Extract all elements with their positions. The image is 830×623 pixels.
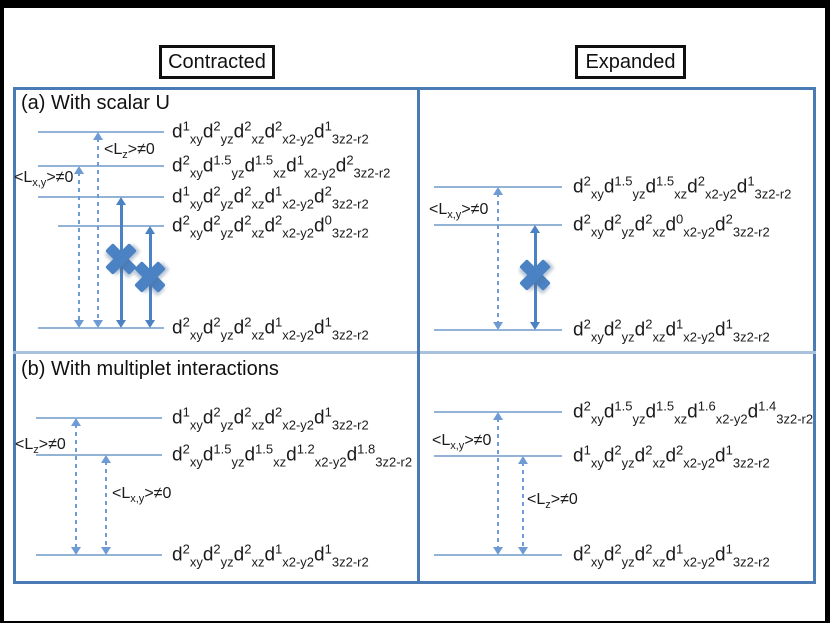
operator-subscript: z [33, 444, 39, 456]
electron-count-superscript: 2 [645, 211, 653, 227]
orbital-name-subscript: x2-y2 [282, 225, 315, 241]
orbital-name-subscript: xy [189, 225, 203, 241]
orbital-name-subscript: yz [621, 455, 635, 471]
energy-level-line [36, 417, 162, 419]
electron-count-superscript: 1.5 [614, 398, 633, 414]
electron-count-superscript: 2 [645, 541, 653, 557]
arrow-shaft [97, 138, 99, 322]
orbital-configuration-label: $d^2_{xy}d^{1.5}_{yz}d^{1.5}_{xz}d^1_{x2-y2}d^2_{3z2-r2}$ [172, 152, 391, 181]
electron-count-superscript: 2 [645, 442, 653, 458]
electron-count-superscript: 2 [213, 183, 221, 199]
orbital-name-subscript: yz [621, 554, 635, 570]
angular-momentum-label: $<L_{x,y}>\ne 0$ [432, 432, 492, 452]
orbital-configuration-label: $d^1_{xy}d^2_{yz}d^2_{xz}d^2_{x2-y2}d^1_{3z2-r2}$ [172, 118, 369, 147]
orbital-configuration-label: $d^2_{xy}d^{1.5}_{yz}d^{1.5}_{xz}d^{1.2}_{x2-y2}d^{1.8}_{3z2-r2}$ [172, 441, 413, 470]
electron-count-superscript: 1.8 [357, 441, 376, 457]
arrowhead-down-icon [71, 547, 81, 555]
electron-count-superscript: 2 [182, 314, 190, 330]
orbital-name-subscript: x2-y2 [282, 196, 315, 212]
angular-momentum-label: $<L_z>\ne 0$ [104, 141, 155, 161]
orbital-name-subscript: x2-y2 [683, 329, 716, 345]
orbital-name-subscript: xz [273, 165, 287, 181]
electron-count-superscript: 2 [676, 442, 684, 458]
orbital-name-subscript: x2-y2 [282, 131, 315, 147]
orbital-name-subscript: xz [652, 329, 666, 345]
electron-count-superscript: 2 [182, 152, 190, 168]
orbital-name-subscript: xz [251, 225, 265, 241]
orbital-name-subscript: yz [632, 186, 646, 202]
orbital-configuration-label: $d^2_{xy}d^2_{yz}d^2_{xz}d^1_{x2-y2}d^1_{3z2-r2}$ [172, 541, 369, 570]
arrow-shaft [497, 193, 499, 324]
orbital-name-subscript: 3z2-r2 [331, 327, 369, 343]
expanded-header-label: Expanded [585, 50, 676, 73]
arrowhead-up-icon [493, 412, 503, 420]
orbital-name-subscript: yz [632, 411, 646, 427]
orbital-name-subscript: x2-y2 [683, 455, 716, 471]
arrowhead-down-icon [145, 320, 155, 328]
arrowhead-down-icon [101, 547, 111, 555]
dashed-transition-arrow [99, 455, 113, 555]
electron-count-superscript: 2 [213, 404, 221, 420]
angular-momentum-label: $<L_z>\ne 0$ [527, 491, 578, 511]
orbital-name-subscript: 3z2-r2 [331, 417, 369, 433]
arrowhead-up-icon [74, 166, 84, 174]
electron-count-superscript: 2 [244, 404, 252, 420]
electron-count-superscript: 2 [213, 314, 221, 330]
orbital-name-subscript: xz [251, 196, 265, 212]
electron-count-superscript: 2 [213, 212, 221, 228]
orbital-name-subscript: xy [189, 454, 203, 470]
electron-count-superscript: 2 [244, 212, 252, 228]
operator-subscript: x,y [130, 493, 145, 505]
electron-count-superscript: 2 [275, 118, 283, 134]
orbital-name-subscript: yz [220, 417, 234, 433]
orbital-configuration-label: $d^2_{xy}d^{1.5}_{yz}d^{1.5}_{xz}d^{1.6}_{x2-y2}d^{1.4}_{3z2-r2}$ [573, 398, 814, 427]
electron-count-superscript: 1 [324, 314, 332, 330]
orbital-configuration-label: $d^1_{xy}d^2_{yz}d^2_{xz}d^1_{x2-y2}d^2_{3z2-r2}$ [172, 183, 369, 212]
electron-count-superscript: 2 [614, 541, 622, 557]
electron-count-superscript: 1 [275, 183, 283, 199]
electron-count-superscript: 2 [614, 442, 622, 458]
orbital-name-subscript: x2-y2 [282, 327, 315, 343]
arrow-shaft [78, 172, 80, 322]
arrowhead-up-icon [145, 226, 155, 234]
electron-count-superscript: 1 [583, 442, 591, 458]
electron-count-superscript: 1.5 [656, 398, 675, 414]
electron-count-superscript: 1 [747, 173, 755, 189]
orbital-name-subscript: xz [251, 327, 265, 343]
orbital-name-subscript: xy [590, 186, 604, 202]
arrowhead-up-icon [493, 187, 503, 195]
orbital-configuration-label: $d^2_{xy}d^2_{yz}d^2_{xz}d^2_{x2-y2}d^0_{3z2-r2}$ [172, 212, 369, 241]
orbital-name-subscript: x2-y2 [303, 165, 336, 181]
orbital-name-subscript: xz [273, 454, 287, 470]
electron-count-superscript: 1.5 [213, 441, 232, 457]
arrowhead-down-icon [116, 320, 126, 328]
operator-subscript: x,y [450, 440, 465, 452]
arrowhead-up-icon [101, 455, 111, 463]
arrowhead-down-icon [493, 322, 503, 330]
orbital-name-subscript: xy [189, 196, 203, 212]
orbital-name-subscript: xz [652, 455, 666, 471]
angular-momentum-label: $<L_{x,y}>\ne 0$ [112, 485, 172, 505]
orbital-name-subscript: 3z2-r2 [353, 165, 391, 181]
electron-count-superscript: 2 [213, 541, 221, 557]
orbital-name-subscript: 3z2-r2 [331, 554, 369, 570]
electron-count-superscript: 1.4 [758, 398, 777, 414]
orbital-name-subscript: 3z2-r2 [732, 224, 770, 240]
orbital-name-subscript: 3z2-r2 [331, 131, 369, 147]
arrowhead-down-icon [518, 547, 528, 555]
orbital-name-subscript: 3z2-r2 [331, 196, 369, 212]
orbital-name-subscript: 3z2-r2 [375, 454, 413, 470]
electron-count-superscript: 1 [182, 118, 190, 134]
electron-count-superscript: 1.5 [614, 173, 633, 189]
panel-a-title: (a) With scalar U [21, 92, 170, 114]
electron-count-superscript: 2 [614, 316, 622, 332]
electron-count-superscript: 2 [583, 398, 591, 414]
orbital-name-subscript: 3z2-r2 [732, 455, 770, 471]
electron-count-superscript: 1.2 [296, 441, 315, 457]
arrow-shaft [522, 462, 524, 549]
orbital-name-subscript: xy [590, 554, 604, 570]
orbital-name-subscript: x2-y2 [683, 554, 716, 570]
orbital-name-subscript: 3z2-r2 [776, 411, 814, 427]
dashed-transition-arrow [69, 418, 83, 555]
electron-count-superscript: 2 [244, 314, 252, 330]
electron-count-superscript: 2 [583, 541, 591, 557]
orbital-name-subscript: yz [220, 327, 234, 343]
orbital-configuration-label: $d^1_{xy}d^2_{yz}d^2_{xz}d^2_{x2-y2}d^1_{3z2-r2}$ [172, 404, 369, 433]
electron-count-superscript: 1 [275, 314, 283, 330]
angular-momentum-label: $<L_{x,y}>\ne 0$ [429, 201, 489, 221]
arrowhead-down-icon [93, 320, 103, 328]
orbital-name-subscript: x2-y2 [282, 417, 315, 433]
orbital-name-subscript: x2-y2 [683, 224, 716, 240]
electron-count-superscript: 0 [676, 211, 684, 227]
dashed-transition-arrow [491, 187, 505, 330]
electron-count-superscript: 2 [583, 316, 591, 332]
panel-b-title: (b) With multiplet interactions [21, 358, 279, 380]
orbital-name-subscript: 3z2-r2 [732, 329, 770, 345]
orbital-name-subscript: x2-y2 [314, 454, 347, 470]
operator-subscript: z [122, 149, 128, 161]
electron-count-superscript: 2 [244, 541, 252, 557]
orbital-name-subscript: yz [220, 554, 234, 570]
electron-count-superscript: 2 [244, 183, 252, 199]
orbital-configuration-label: $d^2_{xy}d^2_{yz}d^2_{xz}d^1_{x2-y2}d^1_{3z2-r2}$ [573, 316, 770, 345]
electron-count-superscript: 1.5 [213, 152, 232, 168]
arrowhead-up-icon [518, 456, 528, 464]
electron-count-superscript: 1 [725, 316, 733, 332]
orbital-name-subscript: xy [189, 165, 203, 181]
electron-count-superscript: 1 [324, 118, 332, 134]
electron-count-superscript: 1 [725, 541, 733, 557]
electron-count-superscript: 1.5 [255, 152, 274, 168]
electron-count-superscript: 1 [182, 404, 190, 420]
orbital-name-subscript: yz [621, 329, 635, 345]
dashed-transition-arrow [72, 166, 86, 328]
angular-momentum-label: $<L_z>\ne 0$ [15, 436, 66, 456]
orbital-name-subscript: xz [251, 417, 265, 433]
arrow-shaft [105, 461, 107, 549]
electron-count-superscript: 1 [676, 316, 684, 332]
operator-subscript: z [545, 499, 551, 511]
orbital-name-subscript: yz [231, 454, 245, 470]
angular-momentum-label: $<L_{x,y}>\ne 0$ [14, 169, 74, 189]
electron-count-superscript: 2 [182, 212, 190, 228]
orbital-name-subscript: xy [590, 455, 604, 471]
arrowhead-up-icon [116, 197, 126, 205]
orbital-configuration-label: $d^1_{xy}d^2_{yz}d^2_{xz}d^2_{x2-y2}d^1_{3z2-r2}$ [573, 442, 770, 471]
electron-count-superscript: 2 [346, 152, 354, 168]
orbital-name-subscript: x2-y2 [715, 411, 748, 427]
electron-count-superscript: 1 [182, 183, 190, 199]
orbital-name-subscript: 3z2-r2 [331, 225, 369, 241]
electron-count-superscript: 1.5 [255, 441, 274, 457]
electron-count-superscript: 1 [725, 442, 733, 458]
electron-count-superscript: 1.5 [656, 173, 675, 189]
electron-count-superscript: 2 [645, 316, 653, 332]
electron-count-superscript: 2 [213, 118, 221, 134]
orbital-name-subscript: yz [231, 165, 245, 181]
electron-count-superscript: 2 [583, 211, 591, 227]
orbital-name-subscript: 3z2-r2 [732, 554, 770, 570]
operator-subscript: x,y [447, 209, 462, 221]
electron-count-superscript: 1 [324, 541, 332, 557]
orbital-name-subscript: xy [189, 554, 203, 570]
orbital-name-subscript: xy [189, 417, 203, 433]
dashed-transition-arrow [491, 412, 505, 555]
orbital-name-subscript: yz [220, 196, 234, 212]
electron-count-superscript: 1.6 [697, 398, 716, 414]
arrowhead-up-icon [71, 418, 81, 426]
orbital-name-subscript: xz [251, 554, 265, 570]
orbital-name-subscript: x2-y2 [704, 186, 737, 202]
orbital-name-subscript: xy [189, 131, 203, 147]
orbital-configuration-label: $d^2_{xy}d^2_{yz}d^2_{xz}d^1_{x2-y2}d^1_{3z2-r2}$ [172, 314, 369, 343]
electron-count-superscript: 0 [324, 212, 332, 228]
arrowhead-up-icon [530, 225, 540, 233]
orbital-name-subscript: yz [220, 131, 234, 147]
orbital-name-subscript: xz [652, 224, 666, 240]
orbital-name-subscript: yz [220, 225, 234, 241]
orbital-configuration-label: $d^2_{xy}d^2_{yz}d^2_{xz}d^1_{x2-y2}d^1_{3z2-r2}$ [573, 541, 770, 570]
orbital-name-subscript: xy [590, 224, 604, 240]
orbital-name-subscript: xy [590, 411, 604, 427]
electron-count-superscript: 2 [182, 441, 190, 457]
electron-count-superscript: 2 [583, 173, 591, 189]
orbital-name-subscript: xz [652, 554, 666, 570]
electron-count-superscript: 1 [275, 541, 283, 557]
orbital-name-subscript: xy [189, 327, 203, 343]
arrowhead-up-icon [93, 132, 103, 140]
electron-count-superscript: 1 [324, 404, 332, 420]
electron-count-superscript: 2 [697, 173, 705, 189]
orbital-configuration-label: $d^2_{xy}d^{1.5}_{yz}d^{1.5}_{xz}d^2_{x2-y2}d^1_{3z2-r2}$ [573, 173, 792, 202]
orbital-name-subscript: xz [674, 186, 688, 202]
arrowhead-down-icon [493, 547, 503, 555]
orbital-name-subscript: xz [674, 411, 688, 427]
electron-count-superscript: 2 [244, 118, 252, 134]
arrow-shaft [497, 418, 499, 549]
orbital-name-subscript: xy [590, 329, 604, 345]
orbital-name-subscript: 3z2-r2 [754, 186, 792, 202]
arrowhead-down-icon [74, 320, 84, 328]
arrowhead-down-icon [530, 322, 540, 330]
arrow-shaft [75, 424, 77, 549]
electron-count-superscript: 2 [614, 211, 622, 227]
operator-subscript: x,y [32, 177, 47, 189]
electron-count-superscript: 2 [725, 211, 733, 227]
orbital-name-subscript: xz [251, 131, 265, 147]
electron-count-superscript: 2 [275, 212, 283, 228]
orbital-name-subscript: x2-y2 [282, 554, 315, 570]
electron-count-superscript: 1 [296, 152, 304, 168]
contracted-header-label: Contracted [168, 50, 266, 73]
electron-count-superscript: 2 [324, 183, 332, 199]
electron-count-superscript: 2 [275, 404, 283, 420]
electron-count-superscript: 1 [676, 541, 684, 557]
electron-count-superscript: 2 [182, 541, 190, 557]
orbital-name-subscript: yz [621, 224, 635, 240]
dashed-transition-arrow [91, 132, 105, 328]
orbital-configuration-label: $d^2_{xy}d^2_{yz}d^2_{xz}d^0_{x2-y2}d^2_{3z2-r2}$ [573, 211, 770, 240]
